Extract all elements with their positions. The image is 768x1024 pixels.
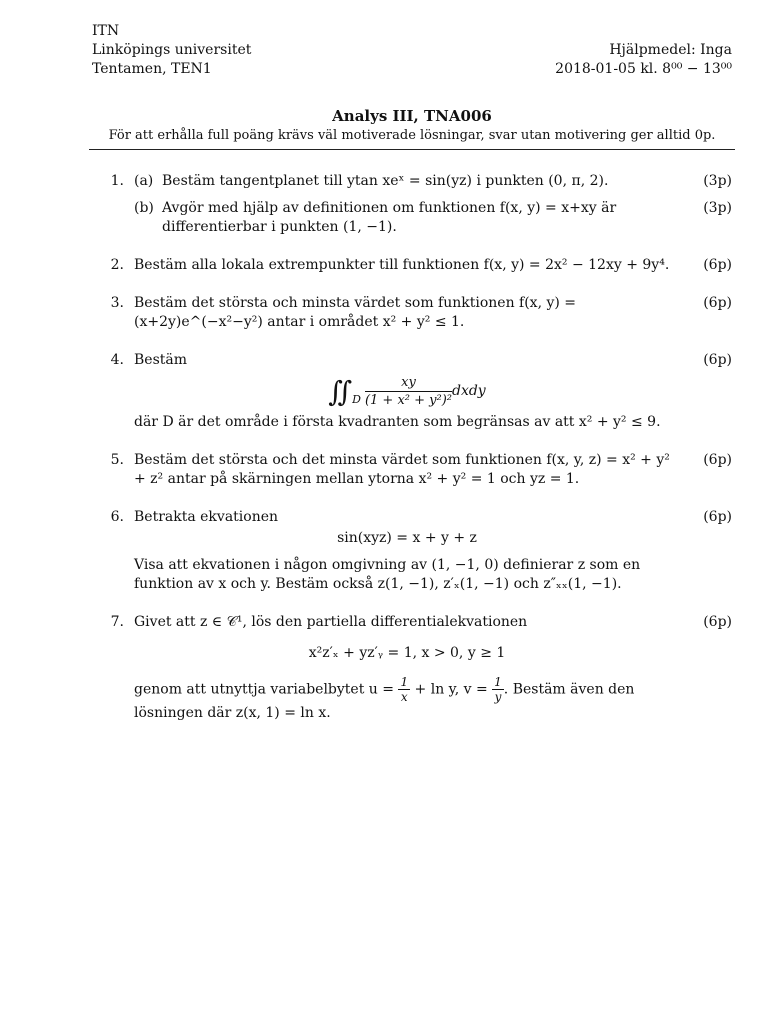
part-label: (a) (134, 173, 154, 189)
integral-domain: D (352, 393, 361, 406)
problem-3 (92, 294, 732, 332)
points: (6p) (703, 452, 732, 468)
text-part: . Bestäm även den lösningen där z(x, 1) = ln x. (134, 681, 635, 721)
problem-7 (92, 613, 732, 723)
title-block (92, 107, 732, 150)
text-part: + ln y, v = (414, 681, 488, 698)
denominator: y (494, 690, 502, 704)
university: Linköpings universitet (92, 42, 252, 58)
text-part: genom att utnyttja variabelbytet u = (134, 681, 394, 698)
problem-1 (92, 172, 732, 237)
department: ITN (92, 23, 120, 39)
problem-2 (92, 256, 732, 275)
double-integral (134, 374, 680, 409)
problem-number: 4. (110, 352, 124, 368)
points: (3p) (703, 200, 732, 216)
problem-4 (92, 351, 732, 432)
problem-number: 5. (110, 452, 124, 468)
numerator: 1 (494, 675, 502, 689)
instructions: För att erhålla full poäng krävs väl motiverade lösningar, svar utan motivering ger alltid 0p. (108, 128, 716, 143)
points: (6p) (703, 257, 732, 273)
header (92, 22, 732, 79)
problem-text: Bestäm (134, 352, 188, 368)
problem-text: Bestäm det största och minsta värdet som funktionen f(x, y) = (x+2y)e^(−x²−y²) antar i området x² + y² ≤ 1. (134, 295, 577, 330)
integrand-fraction (365, 374, 452, 409)
problem-number: 2. (110, 257, 124, 273)
problem-text: Bestäm tangentplanet till ytan xeˣ = sin(yz) i punkten (0, π, 2). (162, 173, 609, 189)
points: (6p) (703, 614, 732, 630)
points: (6p) (703, 295, 732, 311)
divider (89, 149, 735, 150)
differential: dxdy (451, 383, 486, 399)
problem-number: 1. (110, 173, 124, 189)
points: (3p) (703, 173, 732, 189)
problem-5 (92, 451, 732, 489)
header-left (92, 22, 251, 79)
points: (6p) (703, 509, 732, 525)
problem-number: 3. (110, 295, 124, 311)
header-right (555, 22, 732, 79)
equation: x²z′ₓ + yz′ᵧ = 1, x > 0, y ≥ 1 (308, 645, 506, 661)
problem-text-after: Visa att ekvationen i någon omgivning av (1, −1, 0) definierar z som en funktion av x och y. Bestäm också z(1, −1), z′ₓ(1, −1) och z″ₓₓ(1, −1). (134, 557, 641, 592)
exam-code: Tentamen, TEN1 (92, 61, 212, 77)
integral-symbol: ∬ (328, 374, 353, 408)
aids: Hjälpmedel: Inga (609, 42, 732, 58)
problem-text: Bestäm alla lokala extrempunkter till funktionen f(x, y) = 2x² − 12xy + 9y⁴. (134, 257, 670, 273)
problem-number: 7. (110, 614, 124, 630)
problem-text: Avgör med hjälp av definitionen om funktionen f(x, y) = x+xy är differentierbar i punkten (1, −1). (162, 200, 617, 235)
numerator: 1 (400, 675, 409, 689)
page-title: Analys III, TNA006 (332, 107, 492, 125)
denominator: (1 + x² + y²)² (364, 393, 452, 408)
problem-1b (134, 199, 732, 237)
problem-text-after (134, 675, 680, 723)
fraction-one-over-y (492, 675, 504, 704)
denominator: x (400, 690, 408, 704)
date-time: 2018-01-05 kl. 8⁰⁰ − 13⁰⁰ (555, 61, 732, 77)
problem-6 (92, 508, 732, 594)
problem-number: 6. (110, 509, 124, 525)
problem-text: Betrakta ekvationen (134, 509, 279, 525)
exam-page (92, 22, 732, 723)
numerator: xy (365, 374, 452, 392)
problem-text: Bestäm det största och det minsta värdet som funktionen f(x, y, z) = x² + y² + z² antar på skärningen mellan ytorna x² + y² = 1 och yz = 1. (134, 452, 670, 487)
equation: sin(xyz) = x + y + z (337, 530, 477, 546)
problem-text: Givet att z ∈ 𝒞¹, lös den partiella differentialekvationen (134, 614, 528, 630)
points: (6p) (703, 352, 732, 368)
fraction-one-over-x (398, 675, 410, 704)
problem-text-after: där D är det område i första kvadranten som begränsas av att x² + y² ≤ 9. (134, 414, 661, 430)
problem-1a (134, 172, 732, 191)
part-label: (b) (134, 200, 154, 216)
